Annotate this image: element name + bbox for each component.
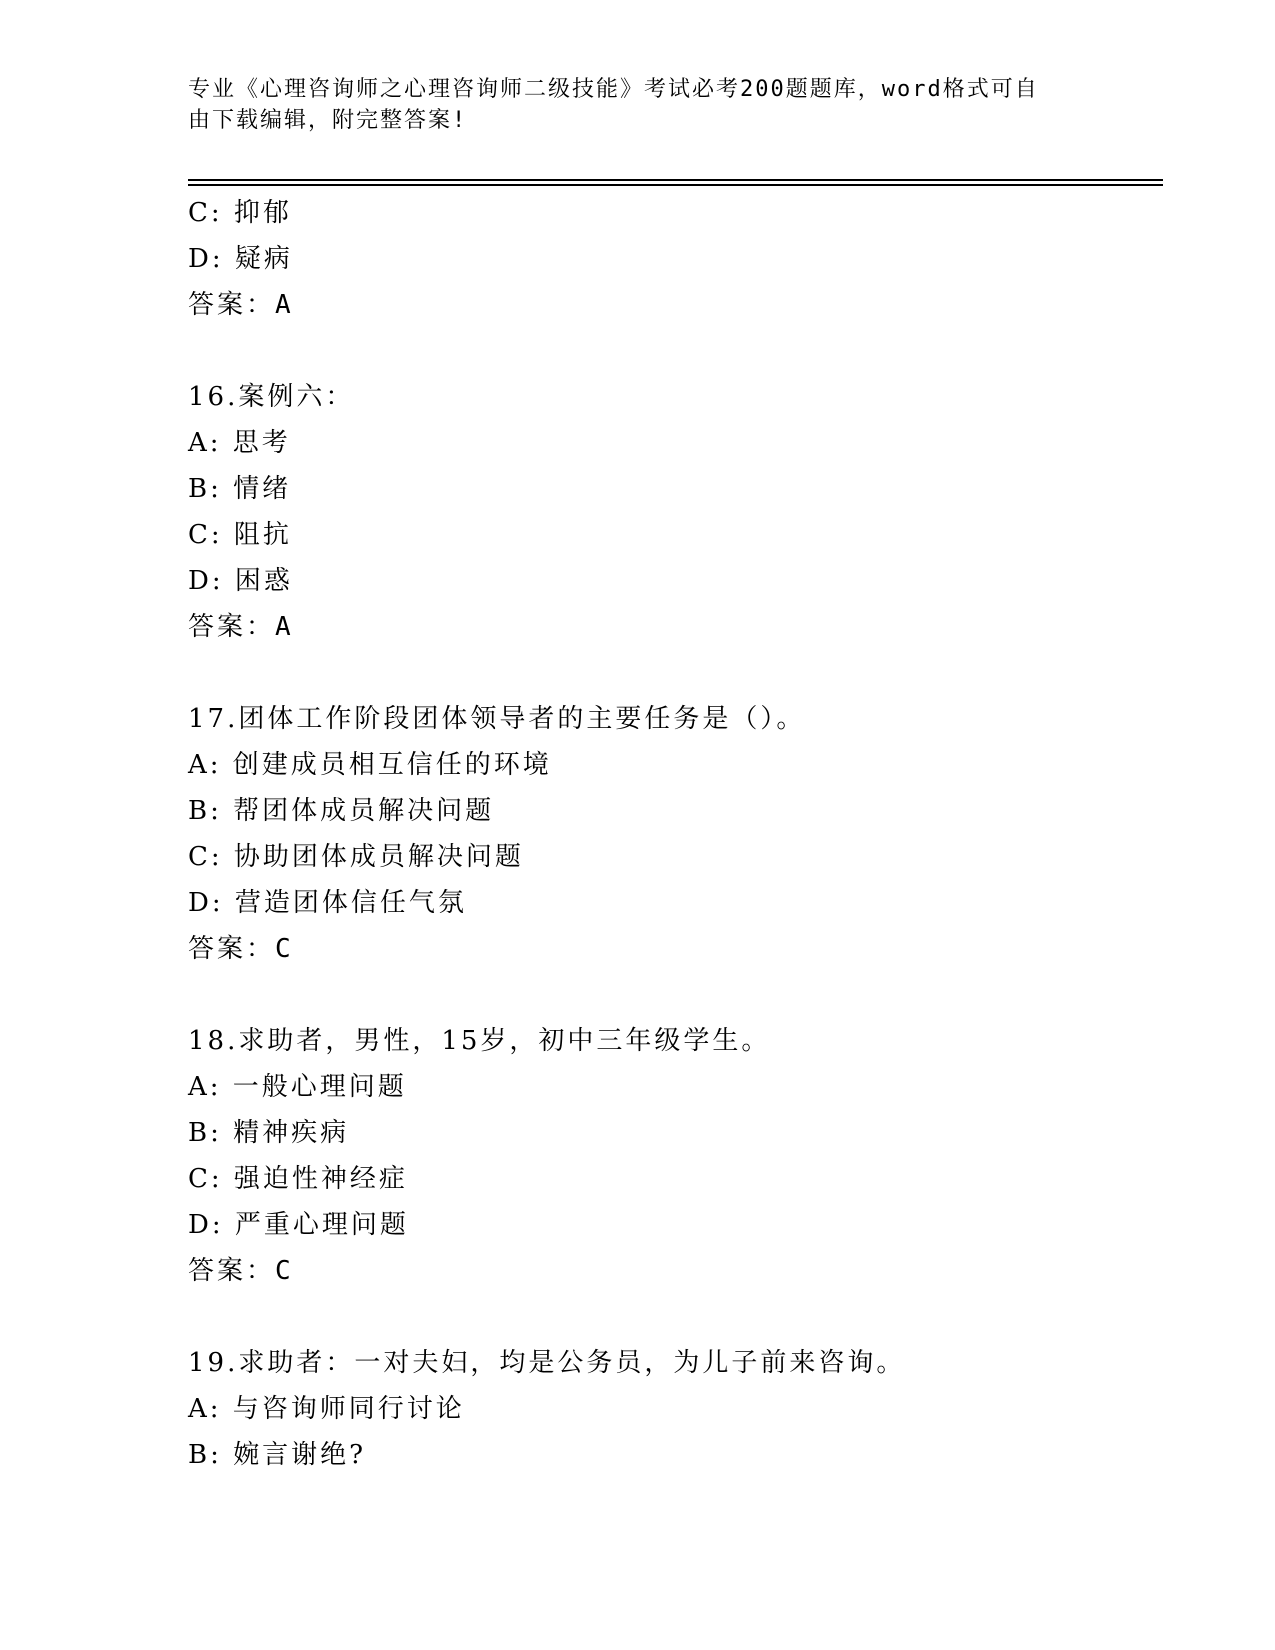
option-b: B: 情绪 [188,474,292,504]
question-stem: 17.团体工作阶段团体领导者的主要任务是（）。 [188,704,806,734]
option-d: D: 严重心理问题 [188,1210,409,1240]
question-spacer [188,972,1163,1018]
option-d: D: 疑病 [188,244,293,274]
question-18 [188,1018,1163,1294]
option-c: C: 协助团体成员解决问题 [188,842,524,872]
answer-line: 答案：A [188,612,294,642]
option-d: D: 困惑 [188,566,293,596]
option-c: C: 抑郁 [188,198,292,228]
document-header [188,74,1088,136]
option-c: C: 阻抗 [188,520,292,550]
option-a: A: 创建成员相互信任的环境 [188,750,552,780]
header-line-1: 专业《心理咨询师之心理咨询师二级技能》考试必考200题题库，word格式可自 [188,77,1039,102]
prev-question-block [188,190,1163,328]
header-line-2: 由下载编辑，附完整答案! [188,108,468,133]
option-b: B: 婉言谢绝? [188,1440,367,1470]
question-16 [188,374,1163,650]
question-spacer [188,328,1163,374]
option-d: D: 营造团体信任气氛 [188,888,467,918]
option-b: B: 帮团体成员解决问题 [188,796,495,826]
question-stem: 19.求助者：一对夫妇，均是公务员，为儿子前来咨询。 [188,1348,906,1378]
question-19 [188,1340,1163,1478]
header-divider-bottom [188,184,1163,186]
option-a: A: 与咨询师同行讨论 [188,1394,465,1424]
option-a: A: 思考 [188,428,291,458]
question-list [188,190,1163,1478]
header-divider-top [188,179,1163,181]
question-spacer [188,650,1163,696]
question-17 [188,696,1163,972]
answer-line: 答案：C [188,1256,294,1286]
option-b: B: 精神疾病 [188,1118,350,1148]
question-spacer [188,1294,1163,1340]
option-a: A: 一般心理问题 [188,1072,407,1102]
option-c: C: 强迫性神经症 [188,1164,408,1194]
answer-line: 答案：A [188,290,294,320]
question-stem: 16.案例六： [188,382,355,412]
answer-line: 答案：C [188,934,294,964]
question-stem: 18.求助者，男性，15岁，初中三年级学生。 [188,1026,771,1056]
